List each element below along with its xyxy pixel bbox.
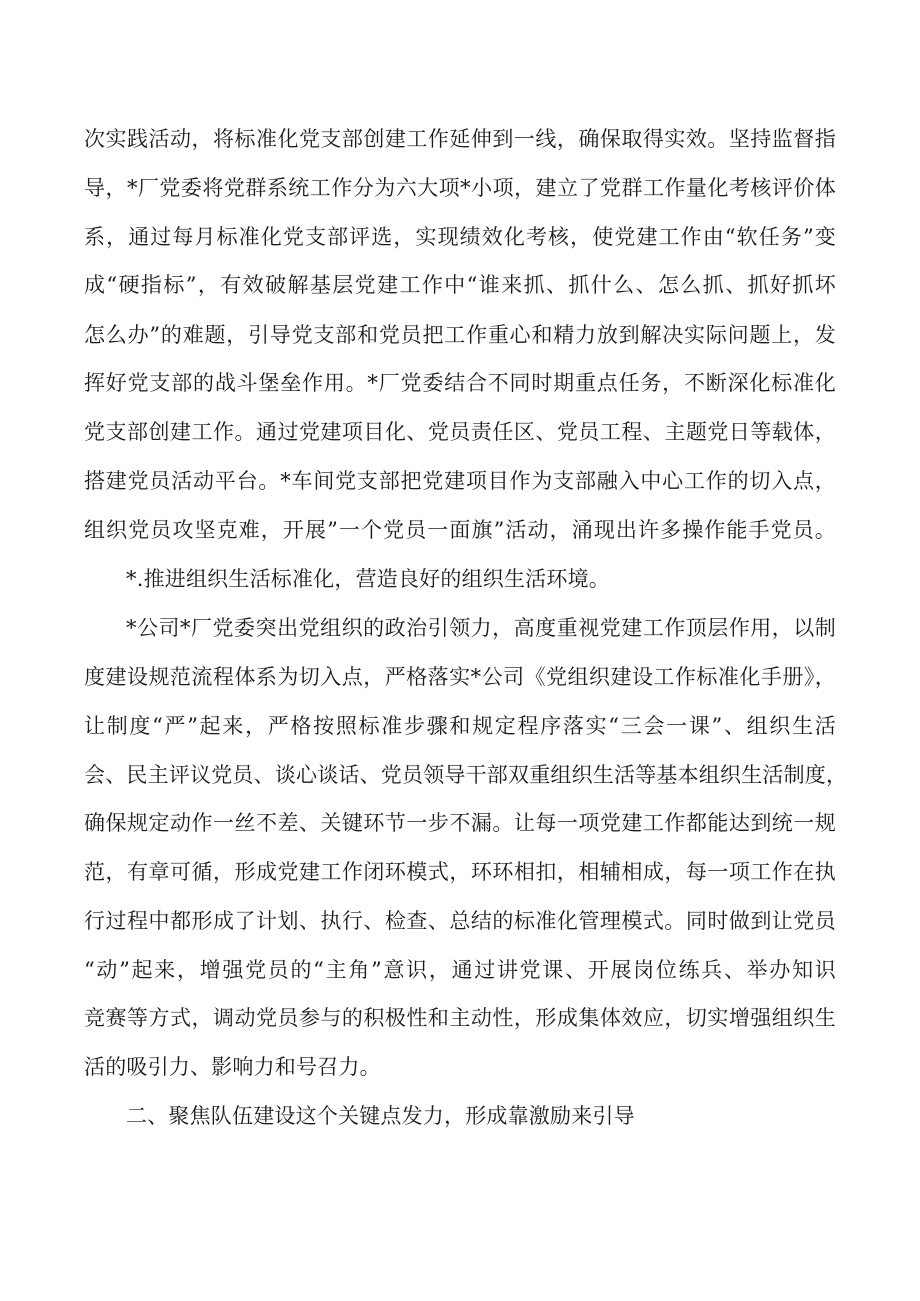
body-text-line: 度建设规范流程体系为切入点，严格落实*公司《党组织建设工作标准化手册》， xyxy=(84,665,836,689)
body-text-line: “动”起来，增强党员的“主角”意识，通过讲党课、开展岗位练兵、举办知识 xyxy=(84,958,836,982)
body-text-line: 怎么办”的难题，引导党支部和党员把工作重心和精力放到解决实际问题上，发 xyxy=(84,323,836,347)
body-text-line: 范，有章可循，形成党建工作闭环模式，环环相扣，相辅相成，每一项工作在执 xyxy=(84,860,836,884)
body-text-line: 让制度“严”起来，严格按照标准步骤和规定程序落实“三会一课”、组织生活 xyxy=(84,714,836,738)
body-text-line: 活的吸引力、影响力和号召力。 xyxy=(84,1055,381,1079)
section-heading: 二、聚焦队伍建设这个关键点发力，形成靠激励来引导 xyxy=(126,1104,635,1128)
body-text-line: 竞赛等方式，调动党员参与的积极性和主动性，形成集体效应，切实增强组织生 xyxy=(84,1006,836,1030)
body-text-line: 党支部创建工作。通过党建项目化、党员责任区、党员工程、主题党日等载体， xyxy=(84,420,836,444)
body-text-line: 行过程中都形成了计划、执行、检查、总结的标准化管理模式。同时做到让党员 xyxy=(84,909,836,933)
body-text-line: 组织党员攻坚克难，开展”一个党员一面旗”活动，涌现出许多操作能手党员。 xyxy=(84,518,836,542)
body-text-line: 搭建党员活动平台。*车间党支部把党建项目作为支部融入中心工作的切入点， xyxy=(84,469,836,493)
body-text-line: 会、民主评议党员、谈心谈话、党员领导干部双重组织生活等基本组织生活制度， xyxy=(84,763,848,787)
body-text-line: 系，通过每月标准化党支部评选，实现绩效化考核，使党建工作由“软任务”变 xyxy=(84,225,836,249)
body-text-line: *公司*厂党委突出党组织的政治引领力，高度重视党建工作顶层作用，以制 xyxy=(126,616,836,640)
body-text-line: 确保规定动作一丝不差、关键环节一步不漏。让每一项党建工作都能达到统一规 xyxy=(84,811,836,835)
body-text-line: 成“硬指标”，有效破解基层党建工作中“谁来抓、抓什么、怎么抓、抓好抓坏 xyxy=(84,273,836,297)
body-text-line: 挥好党支部的战斗堡垒作用。*厂党委结合不同时期重点任务，不断深化标准化 xyxy=(84,371,836,395)
body-text-line: 导，*厂党委将党群系统工作分为六大项*小项，建立了党群工作量化考核评价体 xyxy=(84,176,836,200)
body-text-line: 次实践活动，将标准化党支部创建工作延伸到一线，确保取得实效。坚持监督指 xyxy=(84,127,836,151)
section-subheading: *.推进组织生活标准化，营造良好的组织生活环境。 xyxy=(126,567,610,591)
